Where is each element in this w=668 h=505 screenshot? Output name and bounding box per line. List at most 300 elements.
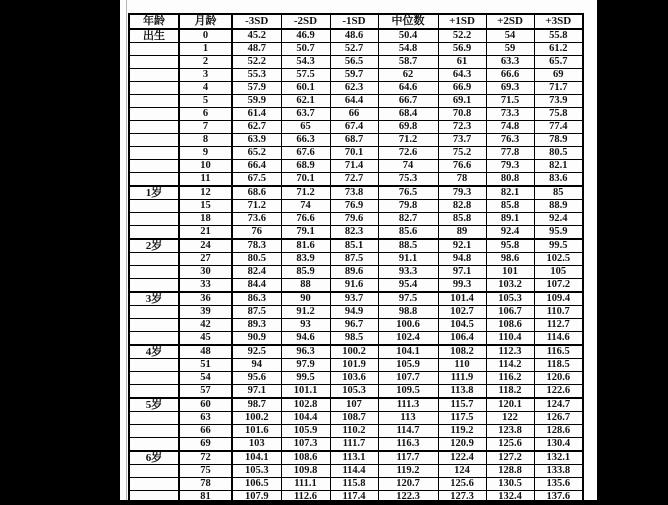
value-cell: 128.6 [534, 425, 583, 438]
month-cell: 66 [179, 425, 232, 438]
month-cell: 63 [179, 412, 232, 425]
value-cell: 97.1 [438, 266, 486, 279]
month-cell: 69 [179, 438, 232, 452]
value-cell: 117.5 [438, 412, 486, 425]
value-cell: 108.2 [438, 345, 486, 359]
value-cell: 90 [281, 292, 330, 306]
table-row [129, 345, 583, 359]
age-label-cell [129, 279, 179, 293]
age-label-cell [129, 412, 179, 425]
value-cell: 76.9 [330, 200, 378, 213]
table-row [129, 29, 583, 43]
value-cell: 71.2 [281, 186, 330, 200]
value-cell: 103.6 [330, 372, 378, 385]
age-label-cell [129, 56, 179, 69]
age-label-cell: 3岁 [129, 292, 179, 306]
month-cell: 18 [179, 213, 232, 226]
value-cell: 108.6 [486, 319, 534, 332]
value-cell: 75.8 [534, 108, 583, 121]
value-cell: 78.3 [232, 239, 281, 253]
column-header: -1SD [330, 14, 378, 29]
growth-table-header [129, 14, 583, 29]
age-label-cell [129, 425, 179, 438]
value-cell: 65.7 [534, 56, 583, 69]
age-label-cell: 6岁 [129, 451, 179, 465]
value-cell: 98.8 [378, 306, 438, 319]
table-row [129, 95, 583, 108]
column-header: +3SD [534, 14, 583, 29]
value-cell: 120.9 [438, 438, 486, 452]
column-header: 年龄 [129, 14, 179, 29]
value-cell: 104.4 [281, 412, 330, 425]
value-cell: 133.8 [534, 465, 583, 478]
age-label-cell: 5岁 [129, 398, 179, 412]
value-cell: 105.9 [378, 359, 438, 372]
value-cell: 54.8 [378, 43, 438, 56]
value-cell: 61.4 [232, 108, 281, 121]
month-cell: 39 [179, 306, 232, 319]
table-row [129, 147, 583, 160]
month-cell: 24 [179, 239, 232, 253]
value-cell: 57.9 [232, 82, 281, 95]
table-row [129, 134, 583, 147]
value-cell: 122.6 [534, 385, 583, 399]
value-cell: 54.3 [281, 56, 330, 69]
table-row [129, 186, 583, 200]
table-row [129, 253, 583, 266]
value-cell: 132.4 [486, 491, 534, 505]
value-cell: 125.6 [438, 478, 486, 491]
value-cell: 66.6 [486, 69, 534, 82]
age-label-cell [129, 319, 179, 332]
value-cell: 68.9 [281, 160, 330, 173]
value-cell: 127.3 [438, 491, 486, 505]
value-cell: 76 [232, 226, 281, 240]
value-cell: 92.1 [438, 239, 486, 253]
value-cell: 120.1 [486, 398, 534, 412]
age-label-cell [129, 121, 179, 134]
month-cell: 57 [179, 385, 232, 399]
age-label-cell [129, 306, 179, 319]
value-cell: 72.7 [330, 173, 378, 187]
value-cell: 105.9 [281, 425, 330, 438]
table-row [129, 306, 583, 319]
value-cell: 89 [438, 226, 486, 240]
value-cell: 98.5 [330, 332, 378, 346]
table-row [129, 266, 583, 279]
value-cell: 59 [486, 43, 534, 56]
table-row [129, 121, 583, 134]
value-cell: 111.3 [378, 398, 438, 412]
value-cell: 83.6 [534, 173, 583, 187]
value-cell: 114.6 [534, 332, 583, 346]
age-label-cell [129, 359, 179, 372]
growth-table-body [129, 29, 583, 504]
table-row [129, 173, 583, 187]
value-cell: 62 [378, 69, 438, 82]
value-cell: 95.4 [378, 279, 438, 293]
age-label-cell [129, 385, 179, 399]
table-row [129, 412, 583, 425]
value-cell: 74 [378, 160, 438, 173]
value-cell: 92.4 [534, 213, 583, 226]
month-cell: 45 [179, 332, 232, 346]
value-cell: 110.7 [534, 306, 583, 319]
value-cell: 68.6 [232, 186, 281, 200]
value-cell: 103.2 [486, 279, 534, 293]
value-cell: 105.3 [232, 465, 281, 478]
value-cell: 85.8 [486, 200, 534, 213]
month-cell: 51 [179, 359, 232, 372]
value-cell: 79.1 [281, 226, 330, 240]
value-cell: 111.1 [281, 478, 330, 491]
value-cell: 111.7 [330, 438, 378, 452]
value-cell: 104.1 [232, 451, 281, 465]
value-cell: 124 [438, 465, 486, 478]
value-cell: 55.3 [232, 69, 281, 82]
value-cell: 117.4 [330, 491, 378, 505]
value-cell: 110.2 [330, 425, 378, 438]
table-row [129, 438, 583, 452]
table-row [129, 359, 583, 372]
value-cell: 112.7 [534, 319, 583, 332]
value-cell: 99.5 [281, 372, 330, 385]
value-cell: 85.9 [281, 266, 330, 279]
table-row [129, 239, 583, 253]
value-cell: 77.8 [486, 147, 534, 160]
value-cell: 75.2 [438, 147, 486, 160]
value-cell: 135.6 [534, 478, 583, 491]
value-cell: 92.4 [486, 226, 534, 240]
column-header: 月龄 [179, 14, 232, 29]
growth-table [128, 13, 584, 505]
value-cell: 94.9 [330, 306, 378, 319]
age-label-cell [129, 438, 179, 452]
value-cell: 66.7 [378, 95, 438, 108]
value-cell: 100.6 [378, 319, 438, 332]
value-cell: 79.6 [330, 213, 378, 226]
value-cell: 86.3 [232, 292, 281, 306]
value-cell: 59.9 [232, 95, 281, 108]
month-cell: 30 [179, 266, 232, 279]
letterbox-left [0, 0, 120, 500]
month-cell: 7 [179, 121, 232, 134]
value-cell: 115.8 [330, 478, 378, 491]
value-cell: 69 [534, 69, 583, 82]
value-cell: 94.8 [438, 253, 486, 266]
value-cell: 93.7 [330, 292, 378, 306]
age-label-cell [129, 491, 179, 505]
value-cell: 104.1 [378, 345, 438, 359]
table-row [129, 319, 583, 332]
value-cell: 124.7 [534, 398, 583, 412]
value-cell: 132.1 [534, 451, 583, 465]
age-label-cell [129, 82, 179, 95]
value-cell: 107.7 [378, 372, 438, 385]
age-label-cell [129, 95, 179, 108]
header-row [129, 14, 583, 29]
value-cell: 75.3 [378, 173, 438, 187]
month-cell: 15 [179, 200, 232, 213]
value-cell: 54 [486, 29, 534, 43]
value-cell: 63.9 [232, 134, 281, 147]
value-cell: 120.6 [534, 372, 583, 385]
month-cell: 33 [179, 279, 232, 293]
value-cell: 105 [534, 266, 583, 279]
value-cell: 113.8 [438, 385, 486, 399]
value-cell: 71.2 [232, 200, 281, 213]
age-label-cell [129, 160, 179, 173]
value-cell: 72.6 [378, 147, 438, 160]
value-cell: 73.3 [486, 108, 534, 121]
value-cell: 70.8 [438, 108, 486, 121]
age-label-cell [129, 69, 179, 82]
value-cell: 50.7 [281, 43, 330, 56]
value-cell: 93 [281, 319, 330, 332]
month-cell: 9 [179, 147, 232, 160]
value-cell: 96.7 [330, 319, 378, 332]
value-cell: 74.8 [486, 121, 534, 134]
value-cell: 107.9 [232, 491, 281, 505]
value-cell: 66.9 [438, 82, 486, 95]
value-cell: 88 [281, 279, 330, 293]
month-cell: 4 [179, 82, 232, 95]
value-cell: 106.5 [232, 478, 281, 491]
value-cell: 65 [281, 121, 330, 134]
value-cell: 113.1 [330, 451, 378, 465]
value-cell: 61 [438, 56, 486, 69]
value-cell: 70.1 [281, 173, 330, 187]
month-cell: 1 [179, 43, 232, 56]
value-cell: 73.7 [438, 134, 486, 147]
value-cell: 56.9 [438, 43, 486, 56]
value-cell: 89.1 [486, 213, 534, 226]
value-cell: 125.6 [486, 438, 534, 452]
age-label-cell: 2岁 [129, 239, 179, 253]
value-cell: 87.5 [330, 253, 378, 266]
value-cell: 97.1 [232, 385, 281, 399]
table-row [129, 69, 583, 82]
value-cell: 58.7 [378, 56, 438, 69]
value-cell: 111.9 [438, 372, 486, 385]
value-cell: 130.5 [486, 478, 534, 491]
value-cell: 68.7 [330, 134, 378, 147]
value-cell: 69.1 [438, 95, 486, 108]
value-cell: 116.5 [534, 345, 583, 359]
month-cell: 11 [179, 173, 232, 187]
table-row [129, 491, 583, 505]
table-row [129, 425, 583, 438]
table-row [129, 200, 583, 213]
value-cell: 80.8 [486, 173, 534, 187]
value-cell: 52.2 [438, 29, 486, 43]
value-cell: 81.6 [281, 239, 330, 253]
value-cell: 107.2 [534, 279, 583, 293]
value-cell: 101.1 [281, 385, 330, 399]
value-cell: 63.7 [281, 108, 330, 121]
value-cell: 52.2 [232, 56, 281, 69]
value-cell: 79.3 [438, 186, 486, 200]
age-label-cell [129, 332, 179, 346]
table-row [129, 451, 583, 465]
table-row [129, 478, 583, 491]
value-cell: 45.2 [232, 29, 281, 43]
value-cell: 71.2 [378, 134, 438, 147]
month-cell: 36 [179, 292, 232, 306]
table-row [129, 279, 583, 293]
value-cell: 67.6 [281, 147, 330, 160]
month-cell: 2 [179, 56, 232, 69]
page-edge-line [126, 0, 127, 500]
value-cell: 57.5 [281, 69, 330, 82]
table-row [129, 226, 583, 240]
table-row [129, 108, 583, 121]
value-cell: 100.2 [232, 412, 281, 425]
value-cell: 50.4 [378, 29, 438, 43]
value-cell: 88.5 [378, 239, 438, 253]
value-cell: 128.8 [486, 465, 534, 478]
table-row [129, 213, 583, 226]
value-cell: 122.3 [378, 491, 438, 505]
value-cell: 63.3 [486, 56, 534, 69]
value-cell: 110.4 [486, 332, 534, 346]
month-cell: 48 [179, 345, 232, 359]
value-cell: 62.7 [232, 121, 281, 134]
value-cell: 68.4 [378, 108, 438, 121]
value-cell: 99.5 [534, 239, 583, 253]
month-cell: 21 [179, 226, 232, 240]
column-header: -2SD [281, 14, 330, 29]
month-cell: 60 [179, 398, 232, 412]
value-cell: 46.9 [281, 29, 330, 43]
value-cell: 62.1 [281, 95, 330, 108]
value-cell: 97.9 [281, 359, 330, 372]
value-cell: 98.7 [232, 398, 281, 412]
value-cell: 82.8 [438, 200, 486, 213]
value-cell: 105.3 [486, 292, 534, 306]
age-label-cell: 4岁 [129, 345, 179, 359]
value-cell: 55.8 [534, 29, 583, 43]
value-cell: 82.1 [486, 186, 534, 200]
month-cell: 42 [179, 319, 232, 332]
value-cell: 93.3 [378, 266, 438, 279]
month-cell: 72 [179, 451, 232, 465]
value-cell: 101.6 [232, 425, 281, 438]
value-cell: 108.6 [281, 451, 330, 465]
value-cell: 98.6 [486, 253, 534, 266]
table-row [129, 43, 583, 56]
value-cell: 62.3 [330, 82, 378, 95]
age-label-cell [129, 213, 179, 226]
value-cell: 48.7 [232, 43, 281, 56]
value-cell: 99.3 [438, 279, 486, 293]
value-cell: 114.7 [378, 425, 438, 438]
value-cell: 95.6 [232, 372, 281, 385]
value-cell: 101.9 [330, 359, 378, 372]
age-label-cell [129, 226, 179, 240]
value-cell: 64.4 [330, 95, 378, 108]
value-cell: 127.2 [486, 451, 534, 465]
value-cell: 67.5 [232, 173, 281, 187]
age-label-cell: 1岁 [129, 186, 179, 200]
age-label-cell [129, 147, 179, 160]
value-cell: 70.1 [330, 147, 378, 160]
age-label-cell [129, 200, 179, 213]
value-cell: 91.6 [330, 279, 378, 293]
age-label-cell [129, 43, 179, 56]
age-label-cell [129, 372, 179, 385]
value-cell: 69.8 [378, 121, 438, 134]
value-cell: 82.7 [378, 213, 438, 226]
month-cell: 75 [179, 465, 232, 478]
value-cell: 123.8 [486, 425, 534, 438]
value-cell: 106.7 [486, 306, 534, 319]
month-cell: 27 [179, 253, 232, 266]
value-cell: 116.2 [486, 372, 534, 385]
value-cell: 137.6 [534, 491, 583, 505]
table-row [129, 372, 583, 385]
value-cell: 97.5 [378, 292, 438, 306]
value-cell: 82.1 [534, 160, 583, 173]
value-cell: 56.5 [330, 56, 378, 69]
value-cell: 104.5 [438, 319, 486, 332]
value-cell: 77.4 [534, 121, 583, 134]
value-cell: 118.5 [534, 359, 583, 372]
month-cell: 6 [179, 108, 232, 121]
value-cell: 85.6 [378, 226, 438, 240]
value-cell: 126.7 [534, 412, 583, 425]
table-row [129, 332, 583, 346]
age-label-cell [129, 266, 179, 279]
value-cell: 114.2 [486, 359, 534, 372]
month-cell: 54 [179, 372, 232, 385]
value-cell: 96.3 [281, 345, 330, 359]
value-cell: 105.3 [330, 385, 378, 399]
value-cell: 101.4 [438, 292, 486, 306]
table-row [129, 465, 583, 478]
value-cell: 66.4 [232, 160, 281, 173]
value-cell: 110 [438, 359, 486, 372]
value-cell: 107.3 [281, 438, 330, 452]
table-row [129, 160, 583, 173]
value-cell: 107 [330, 398, 378, 412]
value-cell: 102.7 [438, 306, 486, 319]
value-cell: 71.7 [534, 82, 583, 95]
value-cell: 78 [438, 173, 486, 187]
age-label-cell [129, 478, 179, 491]
value-cell: 94 [232, 359, 281, 372]
value-cell: 65.2 [232, 147, 281, 160]
value-cell: 76.5 [378, 186, 438, 200]
month-cell: 10 [179, 160, 232, 173]
table-row [129, 292, 583, 306]
month-cell: 78 [179, 478, 232, 491]
value-cell: 130.4 [534, 438, 583, 452]
table-row [129, 56, 583, 69]
value-cell: 88.9 [534, 200, 583, 213]
value-cell: 82.4 [232, 266, 281, 279]
value-cell: 52.7 [330, 43, 378, 56]
value-cell: 61.2 [534, 43, 583, 56]
value-cell: 73.6 [232, 213, 281, 226]
value-cell: 102.5 [534, 253, 583, 266]
value-cell: 89.3 [232, 319, 281, 332]
value-cell: 72.3 [438, 121, 486, 134]
value-cell: 106.4 [438, 332, 486, 346]
value-cell: 112.6 [281, 491, 330, 505]
value-cell: 112.3 [486, 345, 534, 359]
value-cell: 71.5 [486, 95, 534, 108]
